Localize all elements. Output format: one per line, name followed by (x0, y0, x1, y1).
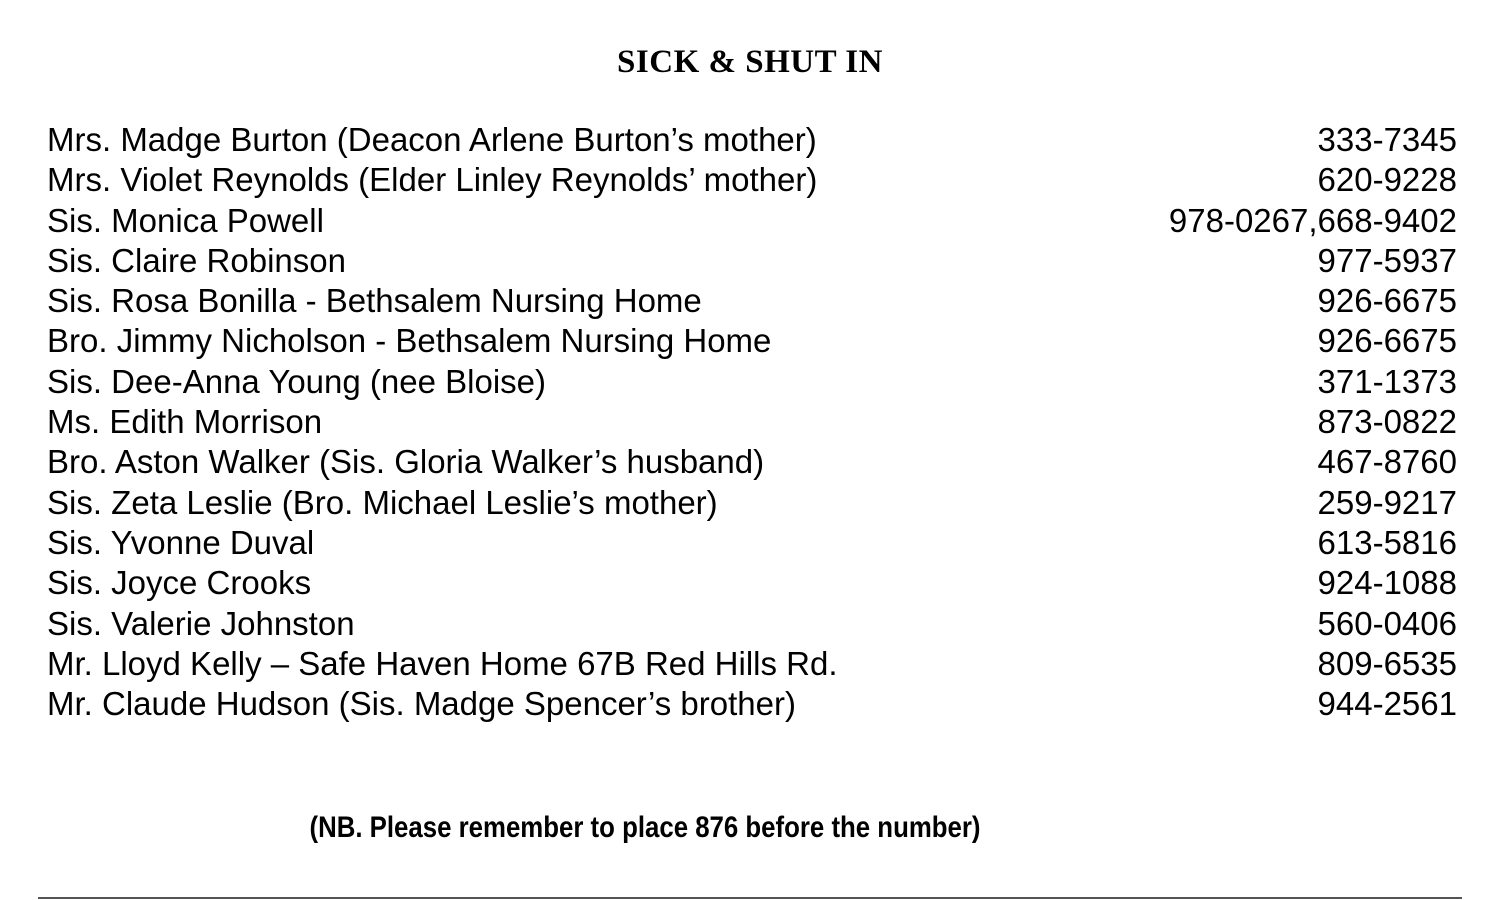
entry-phone: 873-0822 (1317, 403, 1457, 441)
page-title: SICK & SHUT IN (617, 44, 883, 80)
entry-name: Sis. Dee-Anna Young (nee Bloise) (47, 362, 546, 400)
entry-name: Ms. Edith Morrison (47, 403, 323, 441)
entry-name: Sis. Joyce Crooks (47, 564, 312, 602)
entry-name: Sis. Claire Robinson (47, 241, 346, 279)
list-item (47, 321, 1457, 361)
list-item (47, 563, 1457, 603)
entry-phone: 924-1088 (1317, 564, 1457, 602)
entry-name: Bro. Aston Walker (Sis. Gloria Walker’s husband) (47, 443, 765, 481)
entry-phone: 371-1373 (1317, 362, 1457, 400)
entry-name: Sis. Zeta Leslie (Bro. Michael Leslie’s mother) (47, 483, 718, 521)
entry-name: Sis. Monica Powell (47, 201, 324, 239)
list-item (47, 281, 1457, 321)
entry-name: Bro. Jimmy Nicholson - Bethsalem Nursing Home (47, 322, 772, 360)
footer-note: (NB. Please remember to place 876 before the number) (309, 811, 981, 844)
entry-name: Sis. Valerie Johnston (47, 604, 355, 642)
list-item (47, 483, 1457, 523)
entry-phone: 926-6675 (1317, 282, 1457, 320)
list-item (47, 120, 1457, 160)
list-item (47, 523, 1457, 563)
list-item (47, 684, 1457, 724)
entry-name: Mr. Lloyd Kelly – Safe Haven Home 67B Red Hills Rd. (47, 644, 838, 682)
entry-phone: 977-5937 (1317, 241, 1457, 279)
entry-phone: 944-2561 (1317, 685, 1457, 723)
entry-phone: 259-9217 (1317, 483, 1457, 521)
list-item (47, 604, 1457, 644)
list-item (47, 160, 1457, 200)
entry-phone: 333-7345 (1317, 121, 1457, 158)
entry-phone: 978-0267,668-9402 (1168, 201, 1457, 239)
entry-phone: 926-6675 (1317, 322, 1457, 360)
sick-list (47, 120, 1457, 724)
entry-name: Sis. Rosa Bonilla - Bethsalem Nursing Home (47, 282, 702, 320)
list-item (47, 402, 1457, 442)
entry-phone: 809-6535 (1317, 644, 1457, 682)
divider (38, 897, 1462, 899)
entry-name: Sis. Yvonne Duval (47, 523, 315, 561)
entry-phone: 620-9228 (1317, 161, 1457, 199)
list-item (47, 442, 1457, 482)
list-item (47, 644, 1457, 684)
list-item (47, 362, 1457, 402)
entry-phone: 613-5816 (1317, 523, 1457, 561)
entry-name: Mrs. Madge Burton (Deacon Arlene Burton’s mother) (47, 121, 817, 158)
entry-name: Mrs. Violet Reynolds (Elder Linley Reynolds’ mother) (47, 161, 818, 199)
list-item (47, 201, 1457, 241)
entry-phone: 560-0406 (1317, 604, 1457, 642)
entry-name: Mr. Claude Hudson (Sis. Madge Spencer’s brother) (47, 685, 796, 723)
list-item (47, 241, 1457, 281)
entry-phone: 467-8760 (1317, 443, 1457, 481)
